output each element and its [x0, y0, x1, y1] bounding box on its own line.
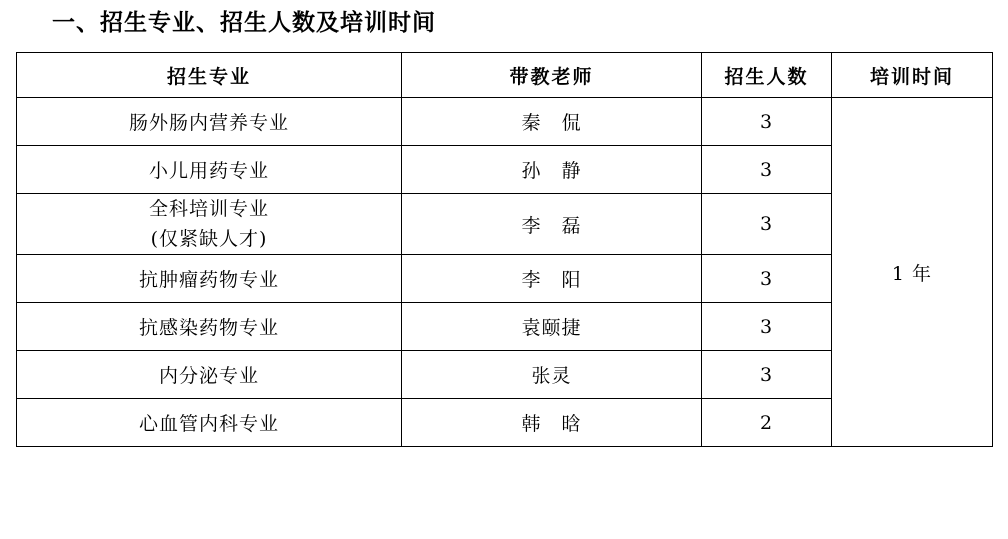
- cell-teacher: 李 磊: [402, 194, 702, 255]
- table-row: [17, 98, 993, 146]
- cell-teacher: 孙 静: [402, 146, 702, 194]
- cell-teacher: 袁颐捷: [402, 303, 702, 351]
- cell-duration: 1 年: [832, 98, 993, 447]
- cell-count: 3: [702, 255, 832, 303]
- cell-major: 抗肿瘤药物专业: [17, 255, 402, 303]
- column-header-count: 招生人数: [702, 53, 832, 98]
- cell-count: 3: [702, 194, 832, 255]
- cell-teacher: 张灵: [402, 351, 702, 399]
- cell-major-line1: 全科培训专业: [148, 198, 269, 220]
- table-header-row: [17, 53, 993, 98]
- cell-major: 肠外肠内营养专业: [17, 98, 402, 146]
- cell-teacher: 秦 侃: [402, 98, 702, 146]
- cell-count: 3: [702, 351, 832, 399]
- cell-count: 3: [702, 303, 832, 351]
- cell-count: 2: [702, 399, 832, 447]
- cell-major: 内分泌专业: [17, 351, 402, 399]
- cell-teacher: 韩 晗: [402, 399, 702, 447]
- cell-major: 小儿用药专业: [17, 146, 402, 194]
- cell-major: 心血管内科专业: [17, 399, 402, 447]
- column-header-major: 招生专业: [17, 53, 402, 98]
- recruitment-table: [16, 52, 993, 447]
- section-heading: 一、招生专业、招生人数及培训时间: [52, 9, 436, 36]
- column-header-teacher: 带教老师: [402, 53, 702, 98]
- cell-count: 3: [702, 98, 832, 146]
- cell-major-line2: (仅紧缺人才): [150, 228, 268, 250]
- cell-major: [17, 194, 402, 255]
- column-header-duration: 培训时间: [832, 53, 993, 98]
- cell-major: 抗感染药物专业: [17, 303, 402, 351]
- table-container: [16, 52, 992, 447]
- cell-count: 3: [702, 146, 832, 194]
- cell-teacher: 李 阳: [402, 255, 702, 303]
